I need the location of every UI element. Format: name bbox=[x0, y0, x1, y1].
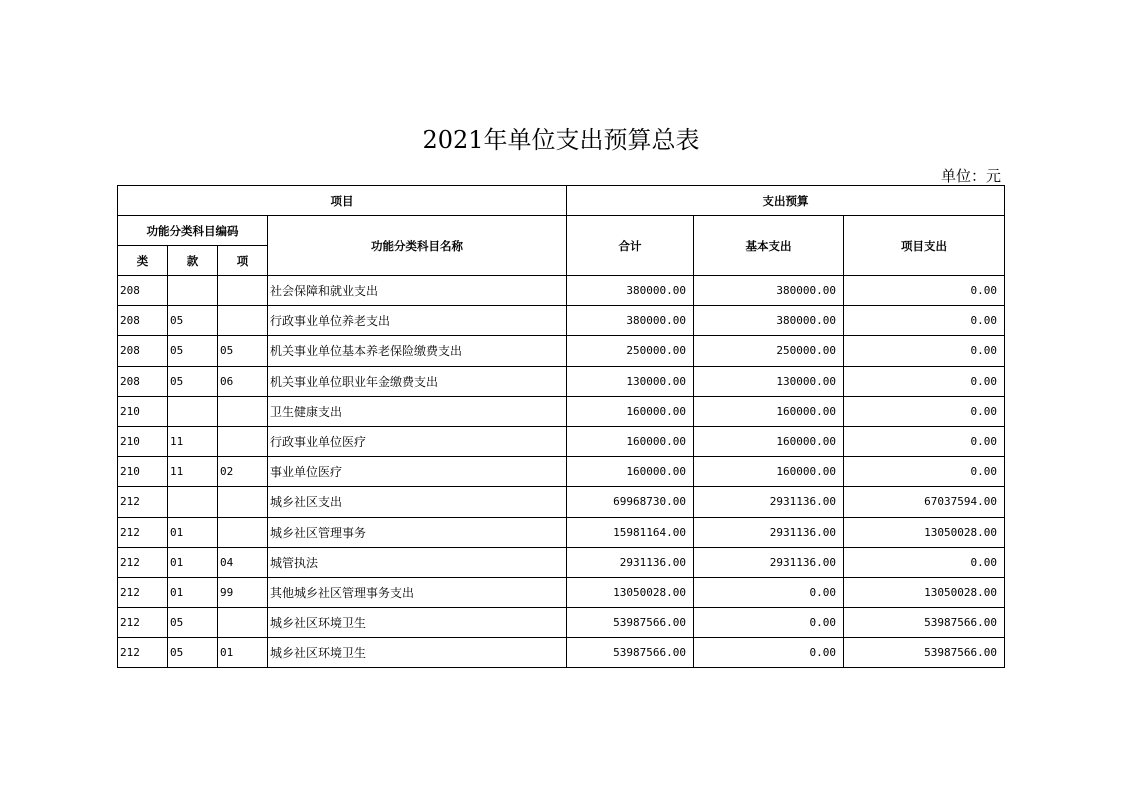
row-total: 380000.00 bbox=[567, 306, 694, 336]
table-row bbox=[118, 638, 1005, 668]
row-kuan bbox=[168, 276, 218, 306]
header-basic: 基本支出 bbox=[694, 216, 844, 276]
row-total: 13050028.00 bbox=[567, 577, 694, 607]
row-basic: 380000.00 bbox=[694, 276, 844, 306]
header-name: 功能分类科目名称 bbox=[268, 216, 567, 276]
row-lei: 208 bbox=[118, 366, 168, 396]
row-project: 13050028.00 bbox=[844, 577, 1005, 607]
row-basic: 2931136.00 bbox=[694, 487, 844, 517]
row-basic: 250000.00 bbox=[694, 336, 844, 366]
table-row bbox=[118, 276, 1005, 306]
row-basic: 0.00 bbox=[694, 638, 844, 668]
row-lei: 210 bbox=[118, 426, 168, 456]
row-name: 行政事业单位医疗 bbox=[268, 426, 567, 456]
header-budget: 支出预算 bbox=[567, 186, 1005, 216]
table-row bbox=[118, 577, 1005, 607]
header-code-group: 功能分类科目编码 bbox=[118, 216, 268, 246]
row-basic: 160000.00 bbox=[694, 457, 844, 487]
row-project: 0.00 bbox=[844, 336, 1005, 366]
table-row bbox=[118, 487, 1005, 517]
row-basic: 380000.00 bbox=[694, 306, 844, 336]
row-kuan: 01 bbox=[168, 517, 218, 547]
table-row bbox=[118, 366, 1005, 396]
row-name: 其他城乡社区管理事务支出 bbox=[268, 577, 567, 607]
row-kuan: 11 bbox=[168, 426, 218, 456]
row-kuan: 05 bbox=[168, 638, 218, 668]
header-xiang: 项 bbox=[218, 246, 268, 276]
row-xiang: 99 bbox=[218, 577, 268, 607]
row-name: 社会保障和就业支出 bbox=[268, 276, 567, 306]
row-xiang bbox=[218, 306, 268, 336]
header-project: 项目 bbox=[118, 186, 567, 216]
row-basic: 0.00 bbox=[694, 577, 844, 607]
row-basic: 0.00 bbox=[694, 608, 844, 638]
row-xiang bbox=[218, 426, 268, 456]
row-total: 130000.00 bbox=[567, 366, 694, 396]
row-total: 53987566.00 bbox=[567, 608, 694, 638]
table-row bbox=[118, 547, 1005, 577]
row-project: 0.00 bbox=[844, 457, 1005, 487]
row-name: 城管执法 bbox=[268, 547, 567, 577]
row-kuan: 11 bbox=[168, 457, 218, 487]
row-project: 67037594.00 bbox=[844, 487, 1005, 517]
row-lei: 210 bbox=[118, 457, 168, 487]
row-name: 机关事业单位职业年金缴费支出 bbox=[268, 366, 567, 396]
row-project: 0.00 bbox=[844, 547, 1005, 577]
row-project: 53987566.00 bbox=[844, 638, 1005, 668]
row-lei: 212 bbox=[118, 487, 168, 517]
row-xiang: 04 bbox=[218, 547, 268, 577]
row-xiang bbox=[218, 517, 268, 547]
row-xiang bbox=[218, 487, 268, 517]
row-kuan bbox=[168, 487, 218, 517]
row-lei: 212 bbox=[118, 517, 168, 547]
row-xiang: 06 bbox=[218, 366, 268, 396]
header-kuan: 款 bbox=[168, 246, 218, 276]
row-kuan bbox=[168, 396, 218, 426]
row-basic: 2931136.00 bbox=[694, 547, 844, 577]
row-kuan: 01 bbox=[168, 547, 218, 577]
row-lei: 212 bbox=[118, 638, 168, 668]
page-title: 2021年单位支出预算总表 bbox=[422, 126, 700, 154]
row-total: 160000.00 bbox=[567, 396, 694, 426]
row-name: 城乡社区支出 bbox=[268, 487, 567, 517]
row-basic: 160000.00 bbox=[694, 396, 844, 426]
row-lei: 212 bbox=[118, 547, 168, 577]
row-xiang bbox=[218, 396, 268, 426]
row-kuan: 05 bbox=[168, 366, 218, 396]
row-total: 15981164.00 bbox=[567, 517, 694, 547]
row-project: 0.00 bbox=[844, 426, 1005, 456]
row-lei: 208 bbox=[118, 336, 168, 366]
row-lei: 208 bbox=[118, 306, 168, 336]
row-name: 城乡社区环境卫生 bbox=[268, 608, 567, 638]
row-basic: 160000.00 bbox=[694, 426, 844, 456]
table-row bbox=[118, 336, 1005, 366]
row-xiang: 05 bbox=[218, 336, 268, 366]
row-total: 2931136.00 bbox=[567, 547, 694, 577]
header-total: 合计 bbox=[567, 216, 694, 276]
row-kuan: 05 bbox=[168, 336, 218, 366]
row-kuan: 05 bbox=[168, 608, 218, 638]
row-name: 行政事业单位养老支出 bbox=[268, 306, 567, 336]
row-total: 160000.00 bbox=[567, 457, 694, 487]
budget-table bbox=[117, 185, 1005, 668]
row-lei: 212 bbox=[118, 577, 168, 607]
row-total: 160000.00 bbox=[567, 426, 694, 456]
row-kuan: 01 bbox=[168, 577, 218, 607]
row-basic: 2931136.00 bbox=[694, 517, 844, 547]
row-xiang: 02 bbox=[218, 457, 268, 487]
table-row bbox=[118, 426, 1005, 456]
row-lei: 212 bbox=[118, 608, 168, 638]
row-lei: 210 bbox=[118, 396, 168, 426]
row-name: 城乡社区管理事务 bbox=[268, 517, 567, 547]
header-project-expense: 项目支出 bbox=[844, 216, 1005, 276]
row-xiang: 01 bbox=[218, 638, 268, 668]
row-xiang bbox=[218, 276, 268, 306]
header-lei: 类 bbox=[118, 246, 168, 276]
row-lei: 208 bbox=[118, 276, 168, 306]
table-row bbox=[118, 517, 1005, 547]
row-name: 事业单位医疗 bbox=[268, 457, 567, 487]
table-row bbox=[118, 396, 1005, 426]
unit-label: 单位：元 bbox=[940, 167, 1001, 185]
row-project: 53987566.00 bbox=[844, 608, 1005, 638]
row-total: 53987566.00 bbox=[567, 638, 694, 668]
row-project: 0.00 bbox=[844, 306, 1005, 336]
row-total: 250000.00 bbox=[567, 336, 694, 366]
row-project: 0.00 bbox=[844, 276, 1005, 306]
row-name: 城乡社区环境卫生 bbox=[268, 638, 567, 668]
table-row bbox=[118, 457, 1005, 487]
row-total: 69968730.00 bbox=[567, 487, 694, 517]
row-xiang bbox=[218, 608, 268, 638]
row-kuan: 05 bbox=[168, 306, 218, 336]
table-row bbox=[118, 608, 1005, 638]
row-project: 13050028.00 bbox=[844, 517, 1005, 547]
row-name: 机关事业单位基本养老保险缴费支出 bbox=[268, 336, 567, 366]
row-name: 卫生健康支出 bbox=[268, 396, 567, 426]
row-project: 0.00 bbox=[844, 396, 1005, 426]
table-row bbox=[118, 306, 1005, 336]
row-project: 0.00 bbox=[844, 366, 1005, 396]
row-basic: 130000.00 bbox=[694, 366, 844, 396]
row-total: 380000.00 bbox=[567, 276, 694, 306]
